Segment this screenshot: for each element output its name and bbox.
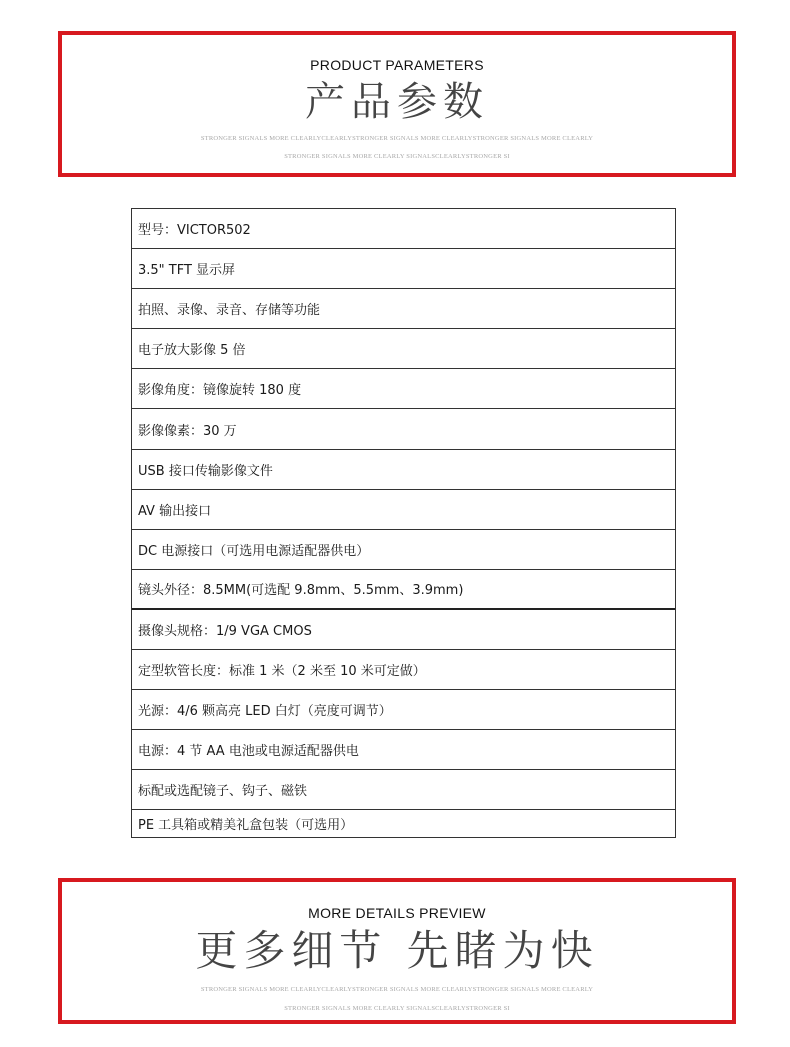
param-row-display: 3.5" TFT 显示屏 (132, 249, 675, 289)
param-row-hose-length: 定型软管长度：标准 1 米（2 米至 10 米可定做） (132, 650, 675, 690)
banner-tagline-line-2: STRONGER SIGNALS MORE CLEARLY SIGNALSCLEARLYSTRONGER SI (284, 1005, 510, 1012)
param-row-camera-spec: 摄像头规格：1/9 VGA CMOS (132, 610, 675, 650)
param-row-lens-diameter: 镜头外径：8.5MM(可选配 9.8mm、5.5mm、3.9mm) (132, 570, 675, 610)
param-row-model: 型号：VICTOR502 (132, 209, 675, 249)
param-row-zoom: 电子放大影像 5 倍 (132, 329, 675, 369)
banner-chinese-title: 更多细节 先睹为快 (195, 926, 599, 975)
param-row-usb: USB 接口传输影像文件 (132, 450, 675, 490)
param-row-dc: DC 电源接口（可选用电源适配器供电） (132, 530, 675, 570)
param-row-functions: 拍照、录像、录音、存储等功能 (132, 289, 675, 329)
param-row-light-source: 光源：4/6 颗高亮 LED 白灯（亮度可调节） (132, 690, 675, 730)
banner-tagline-line-1: STRONGER SIGNALS MORE CLEARLYCLEARLYSTRONGER SIGNALS MORE CLEARLYSTRONGER SIGNALS MORE CLEARLY (200, 135, 594, 142)
banner-tagline-line-1: STRONGER SIGNALS MORE CLEARLYCLEARLYSTRONGER SIGNALS MORE CLEARLYSTRONGER SIGNALS MORE CLEARLY (200, 986, 594, 993)
banner-chinese-title: 产品参数 (305, 79, 489, 125)
parameters-table (131, 208, 676, 838)
param-row-accessories: 标配或选配镜子、钩子、磁铁 (132, 770, 675, 810)
param-row-angle: 影像角度：镜像旋转 180 度 (132, 369, 675, 409)
product-parameters-banner (58, 31, 736, 177)
more-details-banner (58, 878, 736, 1024)
banner-english-title: MORE DETAILS PREVIEW (308, 905, 486, 921)
param-row-packaging: PE 工具箱或精美礼盒包装（可选用） (138, 818, 354, 834)
param-row-power: 电源：4 节 AA 电池或电源适配器供电 (132, 730, 675, 770)
param-row-pixels: 影像像素：30 万 (132, 409, 675, 449)
banner-english-title: PRODUCT PARAMETERS (310, 57, 484, 73)
param-row-av: AV 输出接口 (132, 490, 675, 530)
banner-tagline-line-2: STRONGER SIGNALS MORE CLEARLY SIGNALSCLEARLYSTRONGER SI (284, 153, 510, 160)
